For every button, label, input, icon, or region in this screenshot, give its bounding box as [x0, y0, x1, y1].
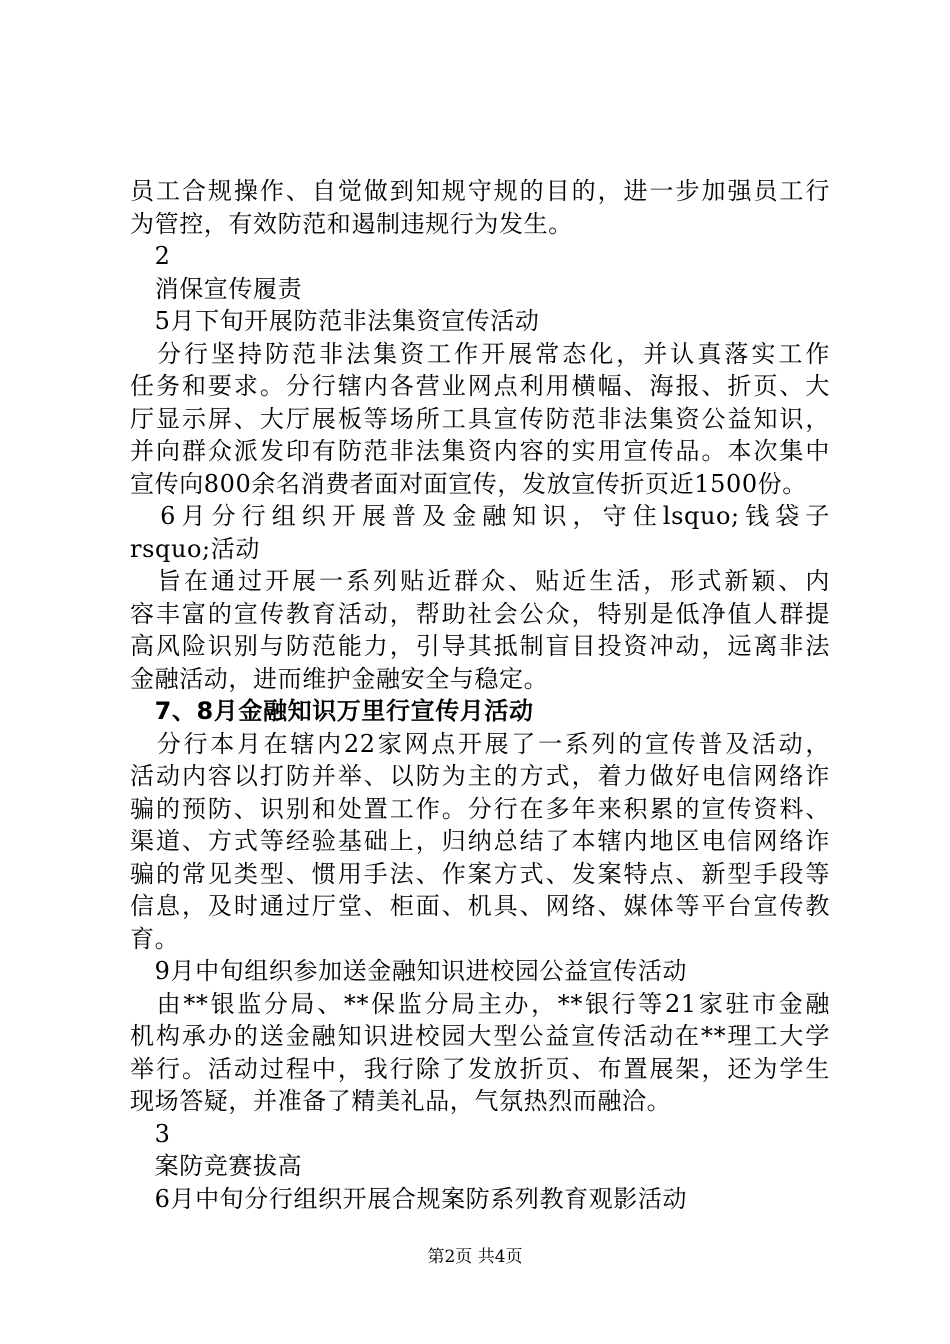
- paragraph-line: 旨在通过开展一系列贴近群众、贴近生活，形式新颖、内: [130, 567, 830, 595]
- paragraph-line: 任务和要求。分行辖内各营业网点利用横幅、海报、折页、大: [130, 372, 830, 400]
- activity-heading: 5月下旬开展防范非法集资宣传活动: [130, 307, 540, 335]
- paragraph-line: 厅显示屏、大厅展板等场所工具宣传防范非法集资公益知识，: [130, 404, 830, 433]
- paragraph-line: 为管控，有效防范和遏制违规行为发生。: [130, 209, 573, 238]
- activity-heading: 6月中旬分行组织开展合规案防系列教育观影活动: [130, 1184, 688, 1213]
- paragraph-line: 员工合规操作、自觉做到知规守规的目的，进一步加强员工行: [130, 177, 830, 205]
- paragraph-line: 育。: [130, 924, 180, 953]
- paragraph-line: 现场答疑，并准备了精美礼品，气氛热烈而融洽。: [130, 1087, 672, 1115]
- paragraph-line: 宣传向800余名消费者面对面宣传，发放宣传折页近1500份。: [130, 469, 807, 498]
- paragraph-line: 骗的常见类型、惯用手法、作案方式、发案特点、新型手段等: [130, 859, 830, 888]
- section-number: 2: [130, 242, 171, 270]
- document-body: [130, 175, 830, 1215]
- paragraph-line: 金融活动，进而维护金融安全与稳定。: [130, 664, 549, 693]
- section-number: 3: [130, 1119, 171, 1148]
- section-heading: 案防竞赛拔高: [130, 1152, 303, 1180]
- section-heading: 消保宣传履责: [130, 274, 303, 303]
- activity-heading-bold: 7、8月金融知识万里行宣传月活动: [130, 697, 534, 725]
- paragraph-line: 骗的预防、识别和处置工作。分行在多年来积累的宣传资料、: [130, 794, 830, 823]
- paragraph-line: 分行坚持防范非法集资工作开展常态化，并认真落实工作: [130, 339, 830, 368]
- page-footer: 第2页 共4页: [427, 1247, 523, 1267]
- paragraph-line: 分行本月在辖内22家网点开展了一系列的宣传普及活动，: [130, 729, 830, 758]
- activity-heading: rsquo;活动: [130, 534, 260, 563]
- paragraph-line: 渠道、方式等经验基础上，归纳总结了本辖内地区电信网络诈: [130, 827, 830, 855]
- paragraph-line: 机构承办的送金融知识进校园大型公益宣传活动在**理工大学: [130, 1022, 830, 1050]
- paragraph-line: 活动内容以打防并举、以防为主的方式，着力做好电信网络诈: [130, 762, 830, 790]
- paragraph-line: 并向群众派发印有防范非法集资内容的实用宣传品。本次集中: [130, 437, 830, 465]
- paragraph-line: 信息，及时通过厅堂、柜面、机具、网络、媒体等平台宣传教: [130, 892, 830, 920]
- paragraph-line: 容丰富的宣传教育活动，帮助社会公众，特别是低净值人群提: [130, 599, 830, 628]
- activity-heading: 9月中旬组织参加送金融知识进校园公益宣传活动: [130, 957, 688, 985]
- paragraph-line: 高风险识别与防范能力，引导其抵制盲目投资冲动，远离非法: [130, 632, 830, 660]
- paragraph-line: 由**银监分局、**保监分局主办，**银行等21家驻市金融: [130, 989, 830, 1018]
- activity-heading: 6月分行组织开展普及金融知识，守住lsquo;钱袋子: [130, 502, 830, 530]
- paragraph-line: 举行。活动过程中，我行除了发放折页、布置展架，还为学生: [130, 1054, 830, 1083]
